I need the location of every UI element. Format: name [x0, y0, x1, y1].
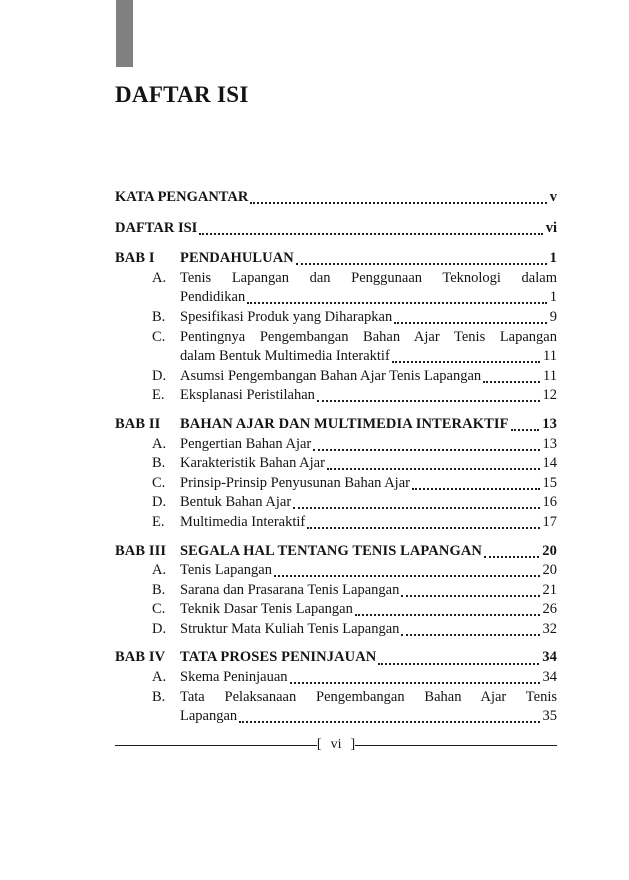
toc-item [115, 367, 557, 387]
dot-leader [250, 202, 546, 204]
item-letter: B. [152, 455, 166, 472]
item-letter: A. [152, 669, 167, 686]
footer-rule-right [355, 745, 557, 746]
dot-leader [239, 721, 539, 723]
dot-leader [401, 595, 539, 597]
item-text: Teknik Dasar Tenis Lapangan [180, 601, 353, 618]
chapter-title: SEGALA HAL TENTANG TENIS LAPANGAN [180, 542, 482, 559]
item-letter: D. [152, 620, 167, 637]
chapter-title: BAHAN AJAR DAN MULTIMEDIA INTERAKTIF [180, 415, 509, 432]
toc-item [115, 620, 557, 640]
entry-label: KATA PENGANTAR [115, 189, 249, 205]
item-letter: A. [152, 562, 167, 579]
chapter-page-number: 34 [542, 649, 557, 666]
item-text-line1: Pentingnya Pengembangan Bahan Ajar Tenis Lapangan [180, 328, 557, 345]
item-letter: A. [152, 435, 167, 452]
item-text: Asumsi Pengembangan Bahan Ajar Tenis Lapangan [180, 367, 482, 384]
toc-front-entry [115, 188, 557, 208]
chapter-heading [115, 648, 557, 668]
item-page-number: 14 [542, 455, 557, 472]
item-page-number: 11 [543, 348, 557, 365]
dot-leader [307, 527, 539, 529]
dot-leader [378, 663, 539, 665]
item-page-number: 32 [542, 620, 557, 637]
item-text: Bentuk Bahan Ajar [180, 494, 292, 511]
item-text: Spesifikasi Produk yang Diharapkan [180, 308, 393, 325]
item-letter: E. [152, 387, 165, 404]
entry-page-number: vi [545, 219, 557, 236]
item-letter: A. [152, 269, 167, 286]
item-letter: C. [152, 601, 166, 618]
chapter-title: TATA PROSES PENINJAUAN [180, 649, 377, 666]
table-of-contents [115, 188, 557, 736]
footer-bracket-right: ] [350, 737, 356, 752]
toc-item [115, 581, 557, 601]
toc-item [115, 454, 557, 474]
dot-leader [313, 449, 539, 451]
chapter-label: BAB III [115, 542, 167, 559]
item-page-number: 20 [542, 562, 557, 579]
dot-leader [511, 429, 540, 431]
item-text: Karakteristik Bahan Ajar [180, 455, 325, 472]
item-page-number: 26 [542, 601, 557, 618]
chapter-heading [115, 249, 557, 269]
item-text-line1: Tenis Lapangan dan Penggunaan Teknologi dalam [180, 269, 557, 286]
chapter-page-number: 13 [542, 415, 557, 432]
item-page-number: 21 [542, 581, 557, 598]
dot-leader [247, 302, 547, 304]
page-title: DAFTAR ISI [115, 82, 249, 107]
dot-leader [483, 381, 540, 383]
item-page-number: 11 [543, 367, 557, 384]
dot-leader [412, 488, 540, 490]
dot-leader [484, 556, 539, 558]
page-footer [115, 737, 557, 753]
chapter-label: BAB II [115, 415, 161, 432]
footer-bracket-left: [ [316, 737, 322, 752]
footer-page-number: vi [330, 737, 342, 752]
dot-leader [327, 468, 540, 470]
item-text: Pendidikan [180, 289, 246, 306]
toc-front-entry [115, 219, 557, 239]
entry-label: DAFTAR ISI [115, 219, 198, 236]
item-letter: B. [152, 308, 166, 325]
toc-item [115, 600, 557, 620]
dot-leader [394, 322, 547, 324]
dot-leader [296, 263, 547, 265]
dot-leader [290, 682, 540, 684]
toc-chapter [115, 648, 557, 726]
item-text-line1: Tata Pelaksanaan Pengembangan Bahan Ajar Tenis [180, 688, 557, 705]
item-page-number: 35 [542, 708, 557, 725]
item-page-number: 12 [542, 387, 557, 404]
dot-leader [317, 400, 540, 402]
chapter-heading [115, 542, 557, 562]
item-text: Multimedia Interaktif [180, 513, 306, 530]
item-text: Tenis Lapangan [180, 562, 272, 579]
toc-item [115, 668, 557, 688]
toc-item [115, 513, 557, 533]
chapter-label: BAB I [115, 250, 155, 267]
chapter-label: BAB IV [115, 649, 166, 666]
item-text: Pengertian Bahan Ajar [180, 435, 312, 452]
toc-item [115, 688, 557, 727]
item-letter: C. [152, 328, 166, 345]
item-letter: C. [152, 474, 166, 491]
toc-item [115, 493, 557, 513]
dot-leader [274, 575, 540, 577]
item-text: Eksplanasi Peristilahan [180, 387, 315, 404]
item-page-number: 16 [542, 494, 557, 511]
item-text: dalam Bentuk Multimedia Interaktif [180, 348, 390, 365]
entry-page-number: v [549, 189, 557, 205]
item-letter: B. [152, 581, 166, 598]
item-letter: D. [152, 367, 167, 384]
item-text: Skema Peninjauan [180, 669, 288, 686]
dot-leader [293, 507, 539, 509]
toc-item [115, 386, 557, 406]
footer-rule-left [115, 745, 317, 746]
toc-item [115, 474, 557, 494]
item-page-number: 1 [549, 289, 557, 306]
accent-bar [116, 0, 133, 67]
item-text: Prinsip-Prinsip Penyusunan Bahan Ajar [180, 474, 410, 491]
dot-leader [401, 634, 539, 636]
item-text: Struktur Mata Kuliah Tenis Lapangan [180, 620, 400, 637]
item-page-number: 17 [542, 513, 557, 530]
dot-leader [392, 361, 540, 363]
item-letter: D. [152, 494, 167, 511]
toc-item [115, 561, 557, 581]
chapter-page-number: 1 [549, 250, 557, 267]
dot-leader [355, 614, 540, 616]
toc-item [115, 328, 557, 367]
item-text: Lapangan [180, 708, 238, 725]
chapter-heading [115, 415, 557, 435]
item-text: Sarana dan Prasarana Tenis Lapangan [180, 581, 400, 598]
toc-chapter [115, 249, 557, 406]
chapter-page-number: 20 [542, 542, 557, 559]
item-letter: E. [152, 513, 165, 530]
dot-leader [199, 233, 542, 235]
toc-chapter [115, 542, 557, 640]
toc-item [115, 269, 557, 308]
toc-chapter [115, 415, 557, 533]
item-page-number: 13 [542, 435, 557, 452]
item-page-number: 34 [542, 669, 557, 686]
toc-item [115, 308, 557, 328]
toc-item [115, 435, 557, 455]
chapter-title: PENDAHULUAN [180, 250, 294, 267]
item-page-number: 9 [549, 308, 557, 325]
item-page-number: 15 [542, 474, 557, 491]
item-letter: B. [152, 688, 166, 705]
